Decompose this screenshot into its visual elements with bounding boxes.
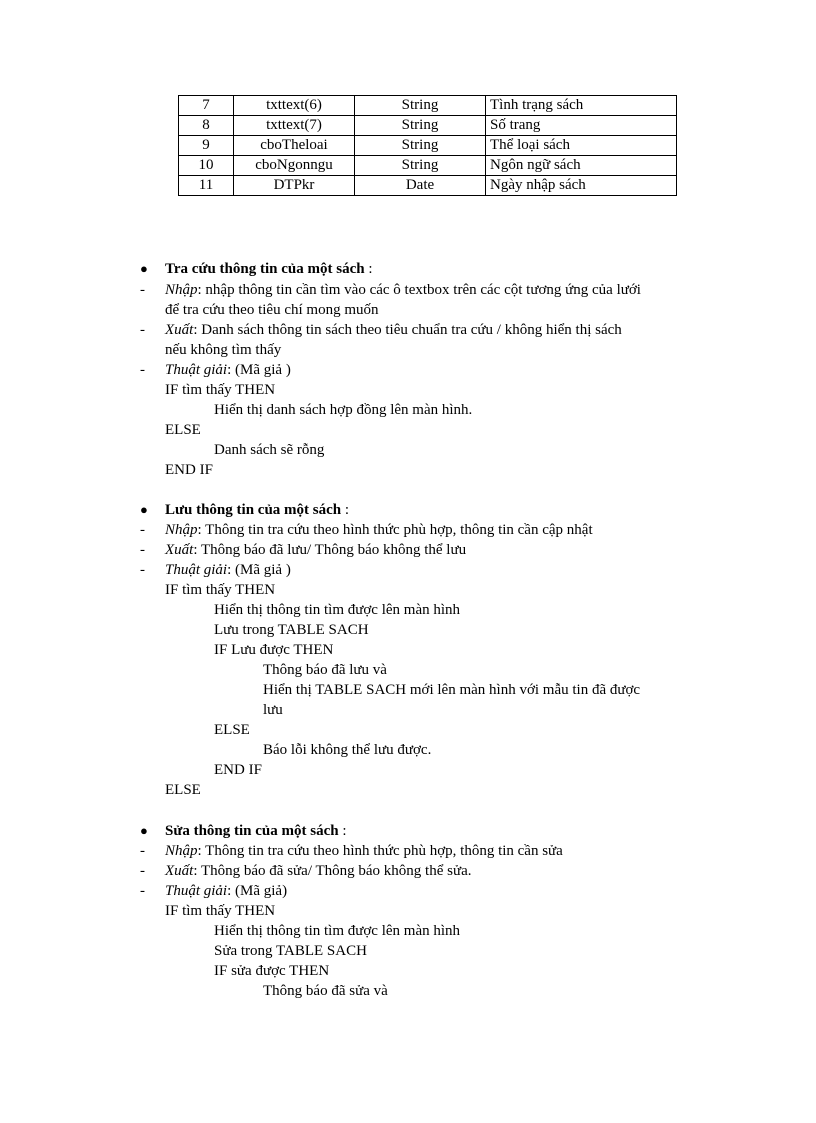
code-line: END IF (165, 462, 213, 478)
code-line: IF Lưu được THEN (214, 642, 334, 658)
code-line: IF tìm thấy THEN (165, 582, 276, 598)
dash-icon: - (140, 863, 145, 879)
algo-line: Thuật giải: (Mã giả ) (165, 562, 291, 578)
table-cell: txttext(7) (234, 116, 355, 136)
dash-icon: - (140, 843, 145, 859)
code-line: IF tìm thấy THEN (165, 903, 276, 919)
bullet-icon: ● (140, 261, 148, 276)
table-cell: String (355, 116, 486, 136)
code-line: lưu (263, 702, 283, 718)
table-cell: Ngôn ngữ sách (486, 156, 677, 176)
code-line: ELSE (165, 782, 201, 798)
table-cell: Date (355, 176, 486, 196)
table-cell: 10 (179, 156, 234, 176)
input-line: Nhập: nhập thông tin cần tìm vào các ô textbox trên các cột tương ứng của lưới (165, 282, 641, 298)
table-cell: cboNgonngu (234, 156, 355, 176)
output-line: Xuất: Danh sách thông tin sách theo tiêu chuẩn tra cứu / không hiển thị sách (165, 322, 622, 338)
code-line: Sửa trong TABLE SACH (214, 943, 367, 959)
table-cell: txttext(6) (234, 96, 355, 116)
code-line: Hiển thị thông tin tìm được lên màn hình (214, 602, 461, 618)
table-cell: 7 (179, 96, 234, 116)
bullet-icon: ● (140, 823, 148, 838)
table-cell: 9 (179, 136, 234, 156)
input-line-cont: để tra cứu theo tiêu chí mong muốn (165, 302, 379, 318)
table-cell: String (355, 136, 486, 156)
code-line: ELSE (165, 422, 201, 438)
table-cell: Tình trạng sách (486, 96, 677, 116)
code-line: Thông báo đã sửa và (263, 983, 388, 999)
code-line: Hiển thị TABLE SACH mới lên màn hình với mẫu tin đã được (263, 682, 641, 698)
table-row (179, 176, 677, 196)
table-row (179, 96, 677, 116)
code-line: Thông báo đã lưu và (263, 662, 387, 678)
table-cell: DTPkr (234, 176, 355, 196)
table-cell: cboTheloai (234, 136, 355, 156)
input-line: Nhập: Thông tin tra cứu theo hình thức phù hợp, thông tin cần cập nhật (165, 522, 593, 538)
table-cell: 8 (179, 116, 234, 136)
dash-icon: - (140, 542, 145, 558)
input-line: Nhập: Thông tin tra cứu theo hình thức phù hợp, thông tin cần sửa (165, 843, 563, 859)
table-row (179, 116, 677, 136)
table-cell: String (355, 156, 486, 176)
table-row (179, 136, 677, 156)
code-line: Hiển thị danh sách hợp đồng lên màn hình. (214, 402, 473, 418)
control-table (178, 95, 677, 196)
table-cell: String (355, 96, 486, 116)
code-line: Lưu trong TABLE SACH (214, 622, 369, 638)
dash-icon: - (140, 883, 145, 899)
code-line: IF sửa được THEN (214, 963, 330, 979)
table-cell: Thể loại sách (486, 136, 677, 156)
table-cell: 11 (179, 176, 234, 196)
code-line: IF tìm thấy THEN (165, 382, 276, 398)
dash-icon: - (140, 562, 145, 578)
bullet-icon: ● (140, 502, 148, 517)
table-cell: Ngày nhập sách (486, 176, 677, 196)
algo-line: Thuật giải: (Mã giả ) (165, 362, 291, 378)
output-line-cont: nếu không tìm thấy (165, 342, 282, 358)
section-heading: Sửa thông tin của một sách : (165, 823, 347, 839)
table-row (179, 156, 677, 176)
code-line: Hiển thị thông tin tìm được lên màn hình (214, 923, 461, 939)
section-heading: Tra cứu thông tin của một sách : (165, 261, 373, 277)
algo-line: Thuật giải: (Mã giả) (165, 883, 288, 899)
section-heading: Lưu thông tin của một sách : (165, 502, 350, 518)
dash-icon: - (140, 522, 145, 538)
dash-icon: - (140, 282, 145, 298)
dash-icon: - (140, 322, 145, 338)
table-cell: Số trang (486, 116, 677, 136)
code-line: ELSE (214, 722, 250, 738)
code-line: Báo lỗi không thể lưu được. (263, 742, 432, 758)
code-line: Danh sách sẽ rỗng (214, 442, 325, 458)
output-line: Xuất: Thông báo đã sửa/ Thông báo không thể sửa. (165, 863, 472, 879)
code-line: END IF (214, 762, 262, 778)
dash-icon: - (140, 362, 145, 378)
output-line: Xuất: Thông báo đã lưu/ Thông báo không thể lưu (165, 542, 467, 558)
